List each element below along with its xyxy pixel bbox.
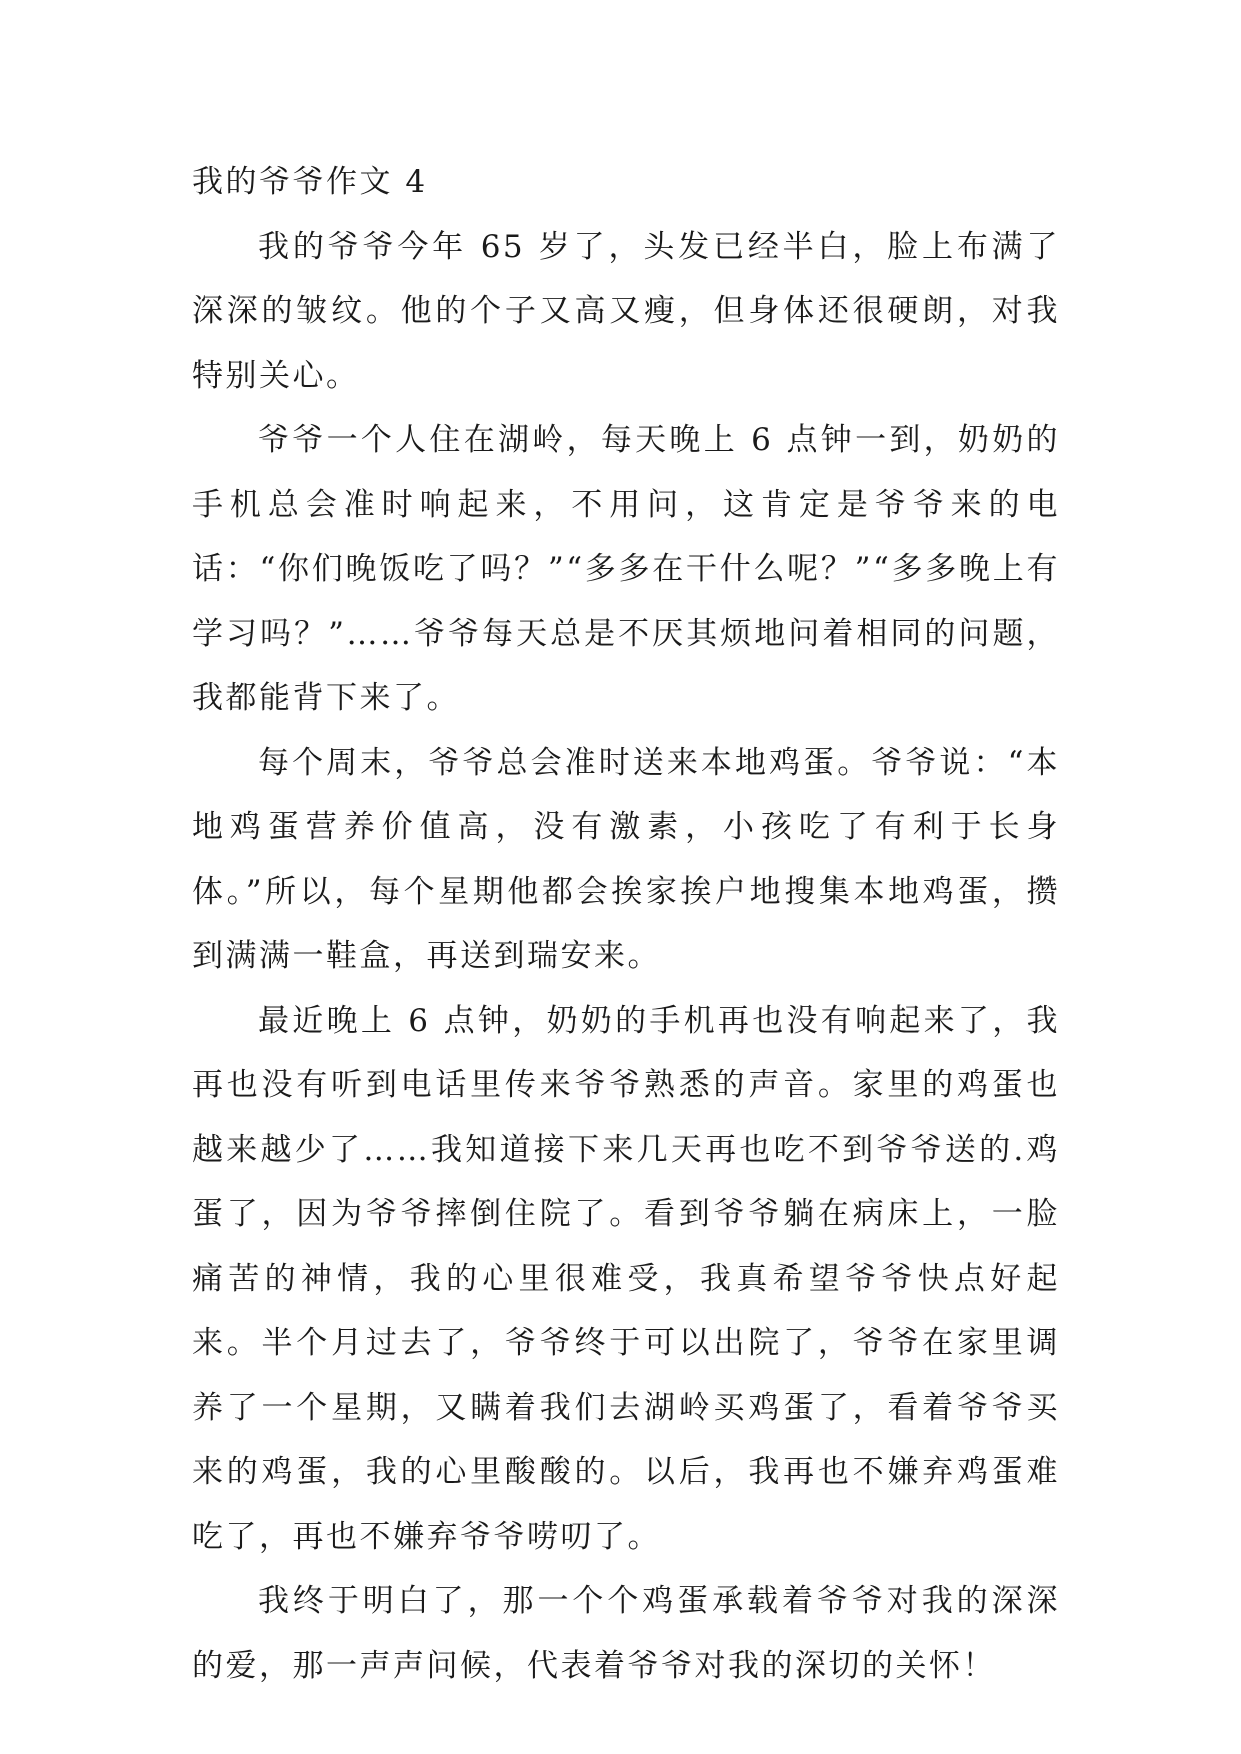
paragraph-3: 每个周末，爷爷总会准时送来本地鸡蛋。爷爷说：“本地鸡蛋营养价值高，没有激素，小孩吃了有利于长身体。”所以，每个星期他都会挨家挨户地搜集本地鸡蛋，攒到满满一鞋盒，再送到瑞安来。 — [192, 744, 1060, 974]
document-body — [192, 150, 1060, 1698]
paragraph-5: 我终于明白了，那一个个鸡蛋承载着爷爷对我的深深的爱，那一声声问候，代表着爷爷对我的深切的关怀！ — [192, 1583, 1060, 1684]
paragraph-4: 最近晚上 6 点钟，奶奶的手机再也没有响起来了，我再也没有听到电话里传来爷爷熟悉的声音。家里的鸡蛋也越来越少了……我知道接下来几天再也吃不到爷爷送的.鸡蛋了，因为爷爷摔倒住院了。看到爷爷躺在病床上，一脸痛苦的神情，我的心里很难受，我真希望爷爷快点好起来。半个月过去了，爷爷终于可以出院了，爷爷在家里调养了一个星期，又瞒着我们去湖岭买鸡蛋了，看着爷爷买来的鸡蛋，我的心里酸酸的。以后，我再也不嫌弃鸡蛋难吃了，再也不嫌弃爷爷唠叨了。 — [192, 1002, 1060, 1555]
paragraph-1: 我的爷爷今年 65 岁了，头发已经半白，脸上布满了深深的皱纹。他的个子又高又瘦，但身体还很硬朗，对我特别关心。 — [192, 228, 1060, 394]
paragraph-2: 爷爷一个人住在湖岭，每天晚上 6 点钟一到，奶奶的手机总会准时响起来，不用问，这肯定是爷爷来的电话：“你们晚饭吃了吗？”“多多在干什么呢？”“多多晚上有学习吗？”……爷爷每天总是不厌其烦地问着相同的问题，我都能背下来了。 — [192, 422, 1060, 716]
document-title: 我的爷爷作文 4 — [192, 164, 428, 200]
